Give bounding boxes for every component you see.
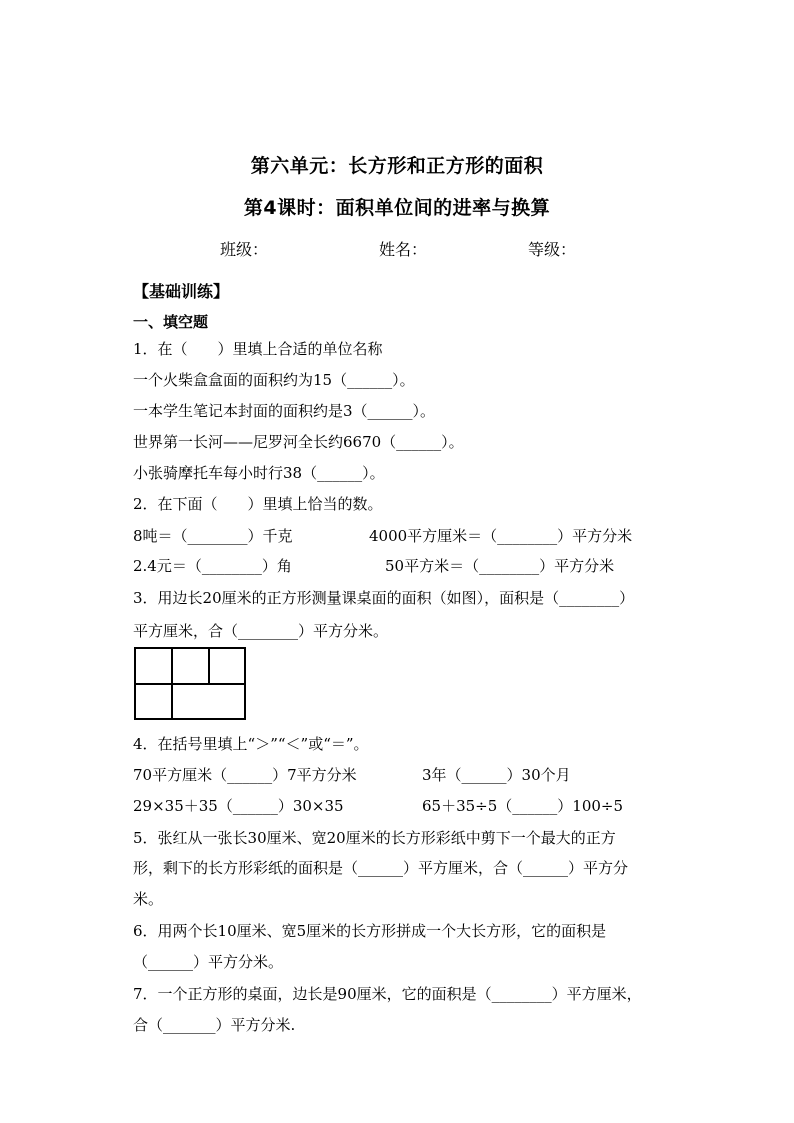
question-1-stem: 1．在（ ）里填上合适的单位名称 bbox=[133, 340, 383, 358]
question-1-line: 小张骑摩托车每小时行38（______）。 bbox=[133, 464, 385, 482]
grade-label: 等级： bbox=[528, 240, 577, 259]
question-2-item: 8吨＝（________）千克 bbox=[133, 527, 293, 545]
question-3-line: 3．用边长20厘米的正方形测量课桌面的面积（如图），面积是（________） bbox=[133, 589, 635, 607]
name-label: 姓名： bbox=[379, 240, 428, 259]
lesson-title: 第4课时：面积单位间的进率与换算 bbox=[243, 197, 551, 219]
question-4-stem: 4．在括号里填上“＞”“＜”或“＝”。 bbox=[133, 735, 369, 753]
question-4-item: 3年（______）30个月 bbox=[422, 766, 571, 784]
desk-grid-figure bbox=[134, 647, 246, 720]
unit-title: 第六单元：长方形和正方形的面积 bbox=[250, 155, 544, 177]
question-5-line: 5．张红从一张长30厘米、宽20厘米的长方形彩纸中剪下一个最大的正方 bbox=[133, 829, 616, 847]
question-6-line: （______）平方分米。 bbox=[133, 953, 284, 971]
question-5-line: 形，剩下的长方形彩纸的面积是（______）平方厘米，合（______）平方分 bbox=[133, 859, 629, 877]
question-4-item: 65＋35÷5（______）100÷5 bbox=[422, 797, 624, 815]
section-title: 【基础训练】 bbox=[133, 282, 230, 301]
question-7-line: 合（_______）平方分米. bbox=[133, 1016, 296, 1034]
question-4-item: 70平方厘米（______）7平方分米 bbox=[133, 766, 357, 784]
question-1-line: 一本学生笔记本封面的面积约是3（______）。 bbox=[133, 402, 436, 420]
question-1-line: 世界第一长河——尼罗河全长约6670（______）。 bbox=[133, 433, 464, 451]
question-2-item: 4000平方厘米＝（________）平方分米 bbox=[369, 527, 633, 545]
question-4-item: 29×35＋35（______）30×35 bbox=[133, 797, 344, 815]
question-2-stem: 2．在下面（ ）里填上恰当的数。 bbox=[133, 495, 383, 513]
question-7-line: 7．一个正方形的桌面，边长是90厘米，它的面积是（________）平方厘米， bbox=[133, 985, 642, 1003]
part-title: 一、填空题 bbox=[133, 313, 209, 331]
question-3-line: 平方厘米，合（________）平方分米。 bbox=[133, 622, 389, 640]
question-5-line: 米。 bbox=[133, 890, 164, 908]
class-label: 班级： bbox=[220, 240, 269, 259]
question-2-item: 50平方米＝（________）平方分米 bbox=[385, 557, 615, 575]
question-6-line: 6．用两个长10厘米、宽5厘米的长方形拼成一个大长方形，它的面积是 bbox=[133, 922, 607, 940]
question-2-item: 2.4元＝（________）角 bbox=[133, 557, 292, 575]
question-1-line: 一个火柴盒盒面的面积约为15（______）。 bbox=[133, 371, 415, 389]
